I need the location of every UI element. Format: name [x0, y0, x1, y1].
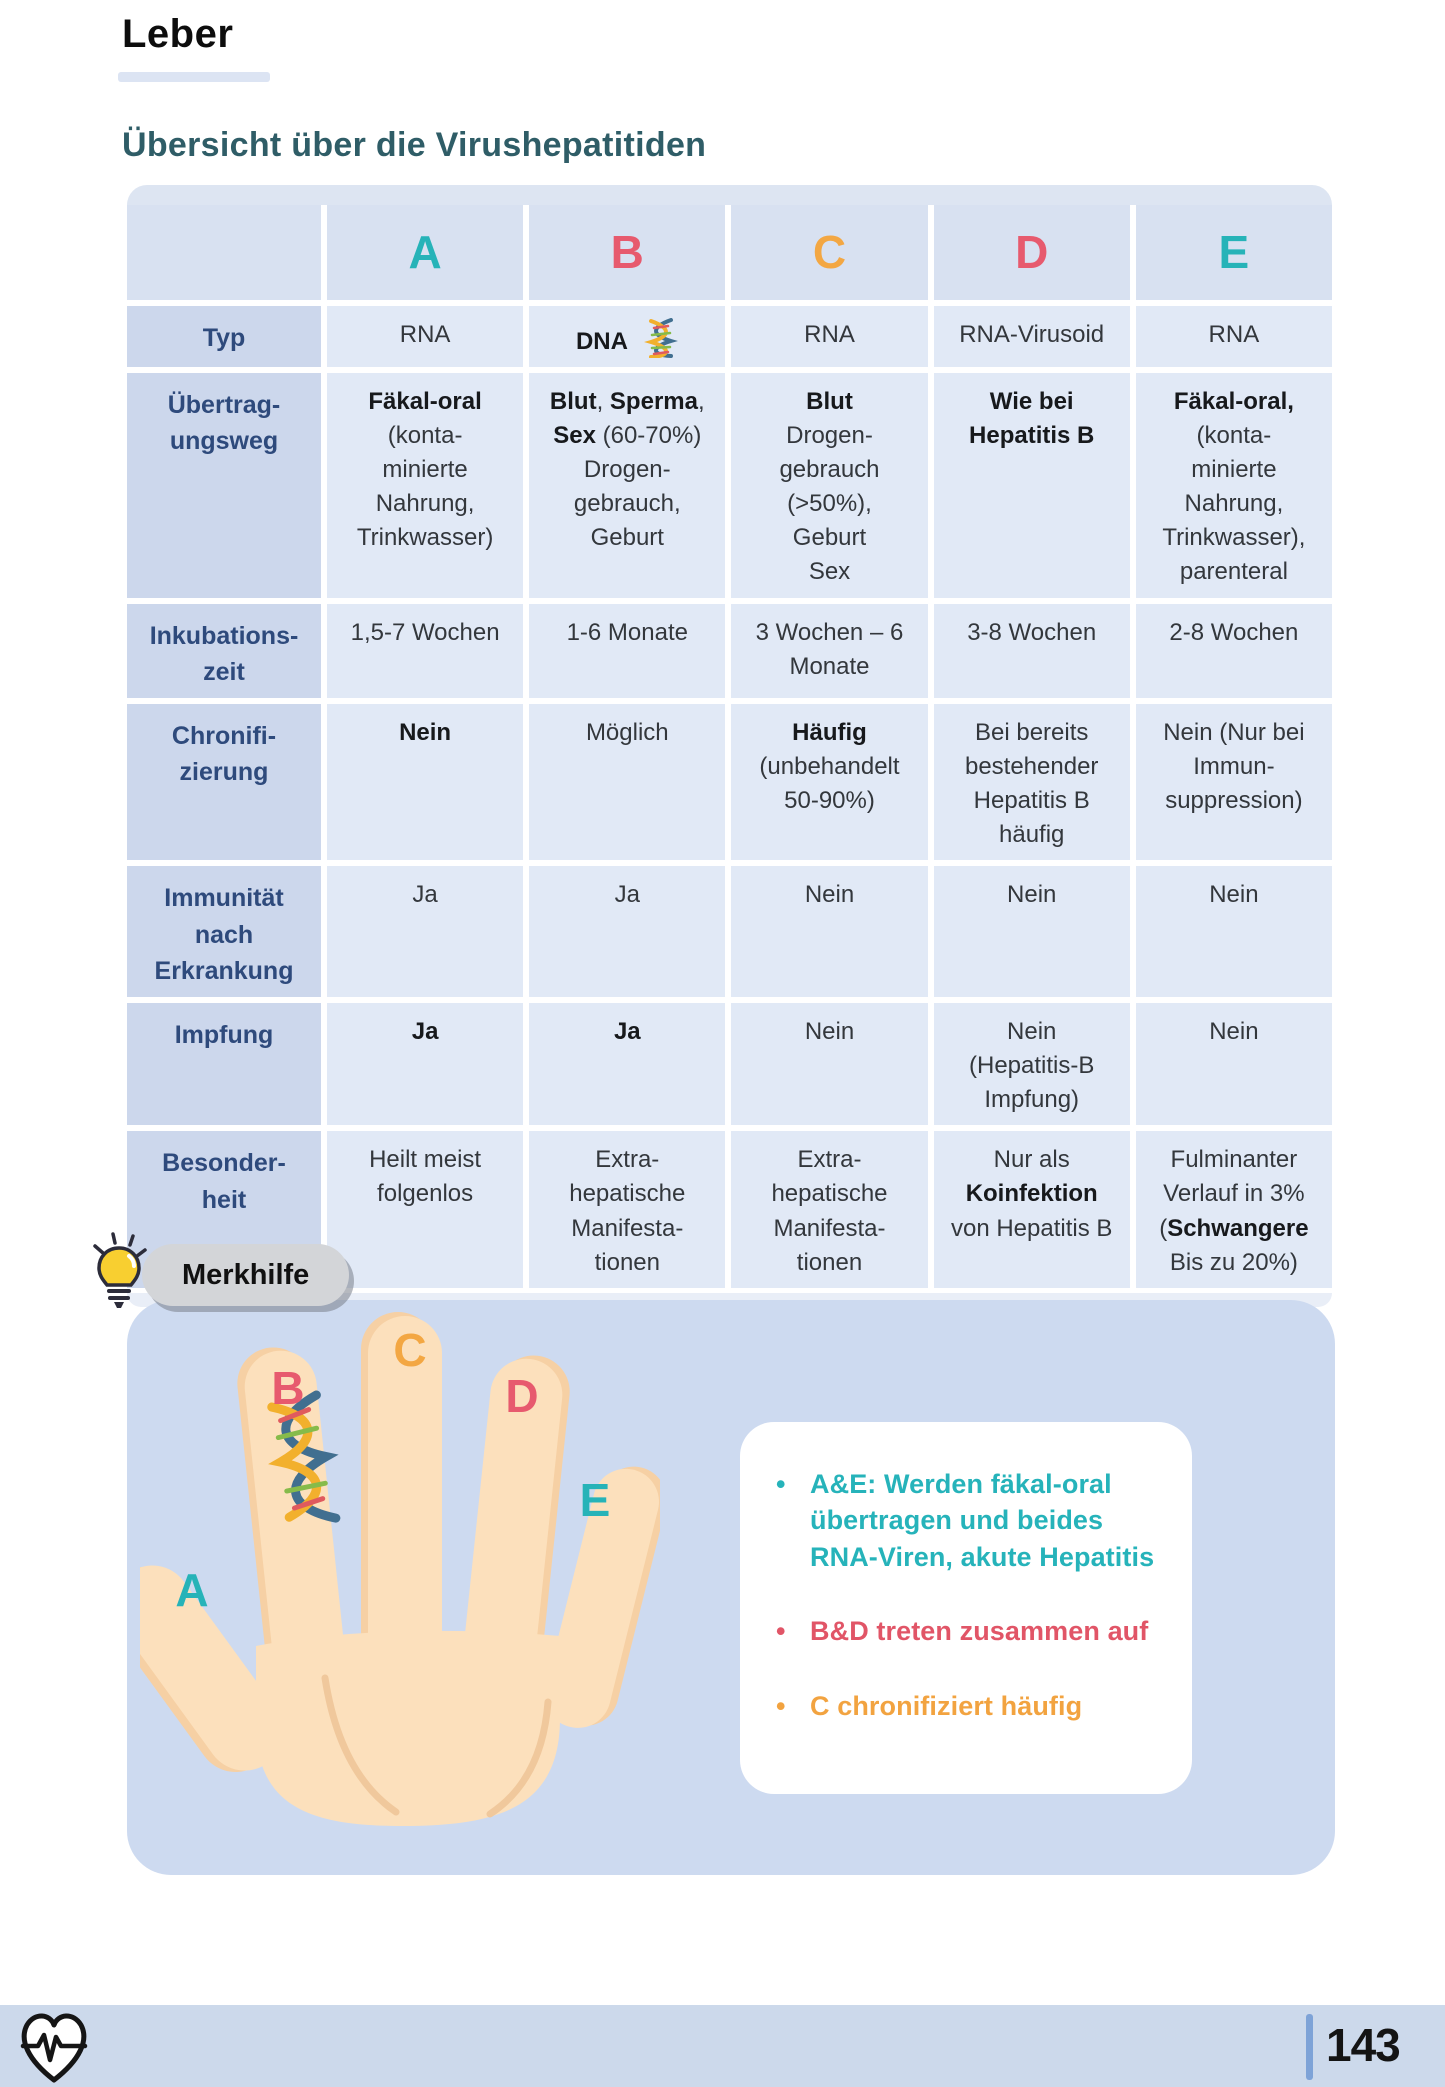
mnemonic-note-box	[740, 1422, 1192, 1794]
table-cell: Nein	[1136, 1003, 1332, 1125]
table-cell: RNA	[731, 306, 927, 367]
table-cell: Blut Drogen- gebrauch (>50%), Geburt Sex	[731, 373, 927, 597]
table-cell: Häufig (unbehandelt 50-90%)	[731, 704, 927, 860]
hepatitis-overview-table	[127, 185, 1332, 1307]
table-row	[127, 866, 1332, 997]
table-row-label: Besonder- heit	[127, 1131, 321, 1287]
table-cell: Nein	[731, 866, 927, 997]
hand-letter-C: C	[393, 1324, 427, 1376]
table-header-row	[127, 205, 1332, 300]
table-cell: 1,5-7 Wochen	[327, 604, 523, 699]
dna-helix-icon	[643, 318, 679, 358]
table-cell: Bei bereits bestehender Hepatitis B häufig	[934, 704, 1130, 860]
table-header-letter-C: C	[731, 205, 927, 300]
table-header-letter-E: E	[1136, 205, 1332, 300]
table-cell: Nein	[1136, 866, 1332, 997]
mnemonic-bullet	[774, 1688, 1172, 1724]
table-row-label: Chronifi- zierung	[127, 704, 321, 860]
table-row	[127, 373, 1332, 597]
table-row	[127, 306, 1332, 367]
table-cell: RNA	[1136, 306, 1332, 367]
table-cell: 3-8 Wochen	[934, 604, 1130, 699]
hand-letter-A: A	[175, 1564, 209, 1616]
table-cell: Nein	[327, 704, 523, 860]
table-cell: Fäkal-oral, (konta- minierte Nahrung, Trinkwasser), parenteral	[1136, 373, 1332, 597]
table-top-cap	[127, 185, 1332, 205]
merkhilfe-badge	[142, 1244, 349, 1306]
table-row	[127, 1003, 1332, 1125]
table-header-letter-B: B	[529, 205, 725, 300]
table-cell: Fäkal-oral (konta- minierte Nahrung, Trinkwasser)	[327, 373, 523, 597]
bullet-text: A&E: Werden fäkal-oral übertragen und beides RNA-Viren, akute Hepatitis	[810, 1469, 1155, 1572]
table-cell: Nur als Koinfektion von Hepatitis B	[934, 1131, 1130, 1287]
table-cell: Nein (Nur bei Immun- suppression)	[1136, 704, 1332, 860]
table-cell: Wie bei Hepatitis B	[934, 373, 1130, 597]
bullet-dot-icon: •	[776, 1690, 786, 1721]
table-cell: Ja	[529, 1003, 725, 1125]
table-cell: Ja	[327, 866, 523, 997]
title-underline	[118, 72, 270, 82]
hand-illustration	[140, 1306, 660, 1876]
table-row-label: Immunität nach Erkrankung	[127, 866, 321, 997]
table-header-letter-A: A	[327, 205, 523, 300]
table-cell: 3 Wochen – 6 Monate	[731, 604, 927, 699]
hand-letter-B: B	[271, 1362, 305, 1414]
table-cell: Ja	[529, 866, 725, 997]
table-cell: Nein	[731, 1003, 927, 1125]
table-cell: 2-8 Wochen	[1136, 604, 1332, 699]
bullet-text: C chronifiziert häufig	[810, 1690, 1083, 1721]
lightbulb-icon	[88, 1232, 150, 1317]
bullet-text: B&D treten zusammen auf	[810, 1616, 1149, 1647]
table-row	[127, 604, 1332, 699]
table-cell: Nein (Hepatitis-B Impfung)	[934, 1003, 1130, 1125]
table-cell: Blut, Sperma, Sex (60-70%) Drogen- gebrauch, Geburt	[529, 373, 725, 597]
table-row-label: Übertrag- ungsweg	[127, 373, 321, 597]
page-title: Leber	[122, 12, 234, 56]
table-cell: Möglich	[529, 704, 725, 860]
hand-letter-D: D	[505, 1370, 539, 1422]
table-row-label: Typ	[127, 306, 321, 367]
page-number-accent-bar	[1306, 2014, 1313, 2080]
table-cell: 1-6 Monate	[529, 604, 725, 699]
footer-band	[0, 2005, 1445, 2087]
table-cell: Extra- hepatische Manifesta- tionen	[529, 1131, 725, 1287]
merkhilfe-label: Merkhilfe	[182, 1258, 310, 1291]
table-cell: DNA	[529, 306, 725, 367]
table-cell: RNA-Virusoid	[934, 306, 1130, 367]
table-header-corner-cell	[127, 205, 321, 300]
table-cell: RNA	[327, 306, 523, 367]
mnemonic-bullet	[774, 1613, 1172, 1649]
mnemonic-bullet	[774, 1466, 1172, 1575]
table-cell: Ja	[327, 1003, 523, 1125]
table-cell: Fulminanter Verlauf in 3% (Schwangere Bis zu 20%)	[1136, 1131, 1332, 1287]
page-number: 143	[1326, 2019, 1400, 2071]
table-cell: Heilt meist folgenlos	[327, 1131, 523, 1287]
table-row-label: Impfung	[127, 1003, 321, 1125]
hand-letter-E: E	[579, 1474, 611, 1526]
table-cell: Nein	[934, 866, 1130, 997]
table-header-letter-D: D	[934, 205, 1130, 300]
bullet-dot-icon: •	[776, 1469, 786, 1499]
heart-ekg-icon	[16, 2008, 92, 2087]
bullet-dot-icon: •	[776, 1616, 786, 1647]
table-row-label: Inkubations- zeit	[127, 604, 321, 699]
table-row	[127, 704, 1332, 860]
table-cell: Extra- hepatische Manifesta- tionen	[731, 1131, 927, 1287]
section-heading: Übersicht über die Virushepatitiden	[122, 126, 707, 164]
